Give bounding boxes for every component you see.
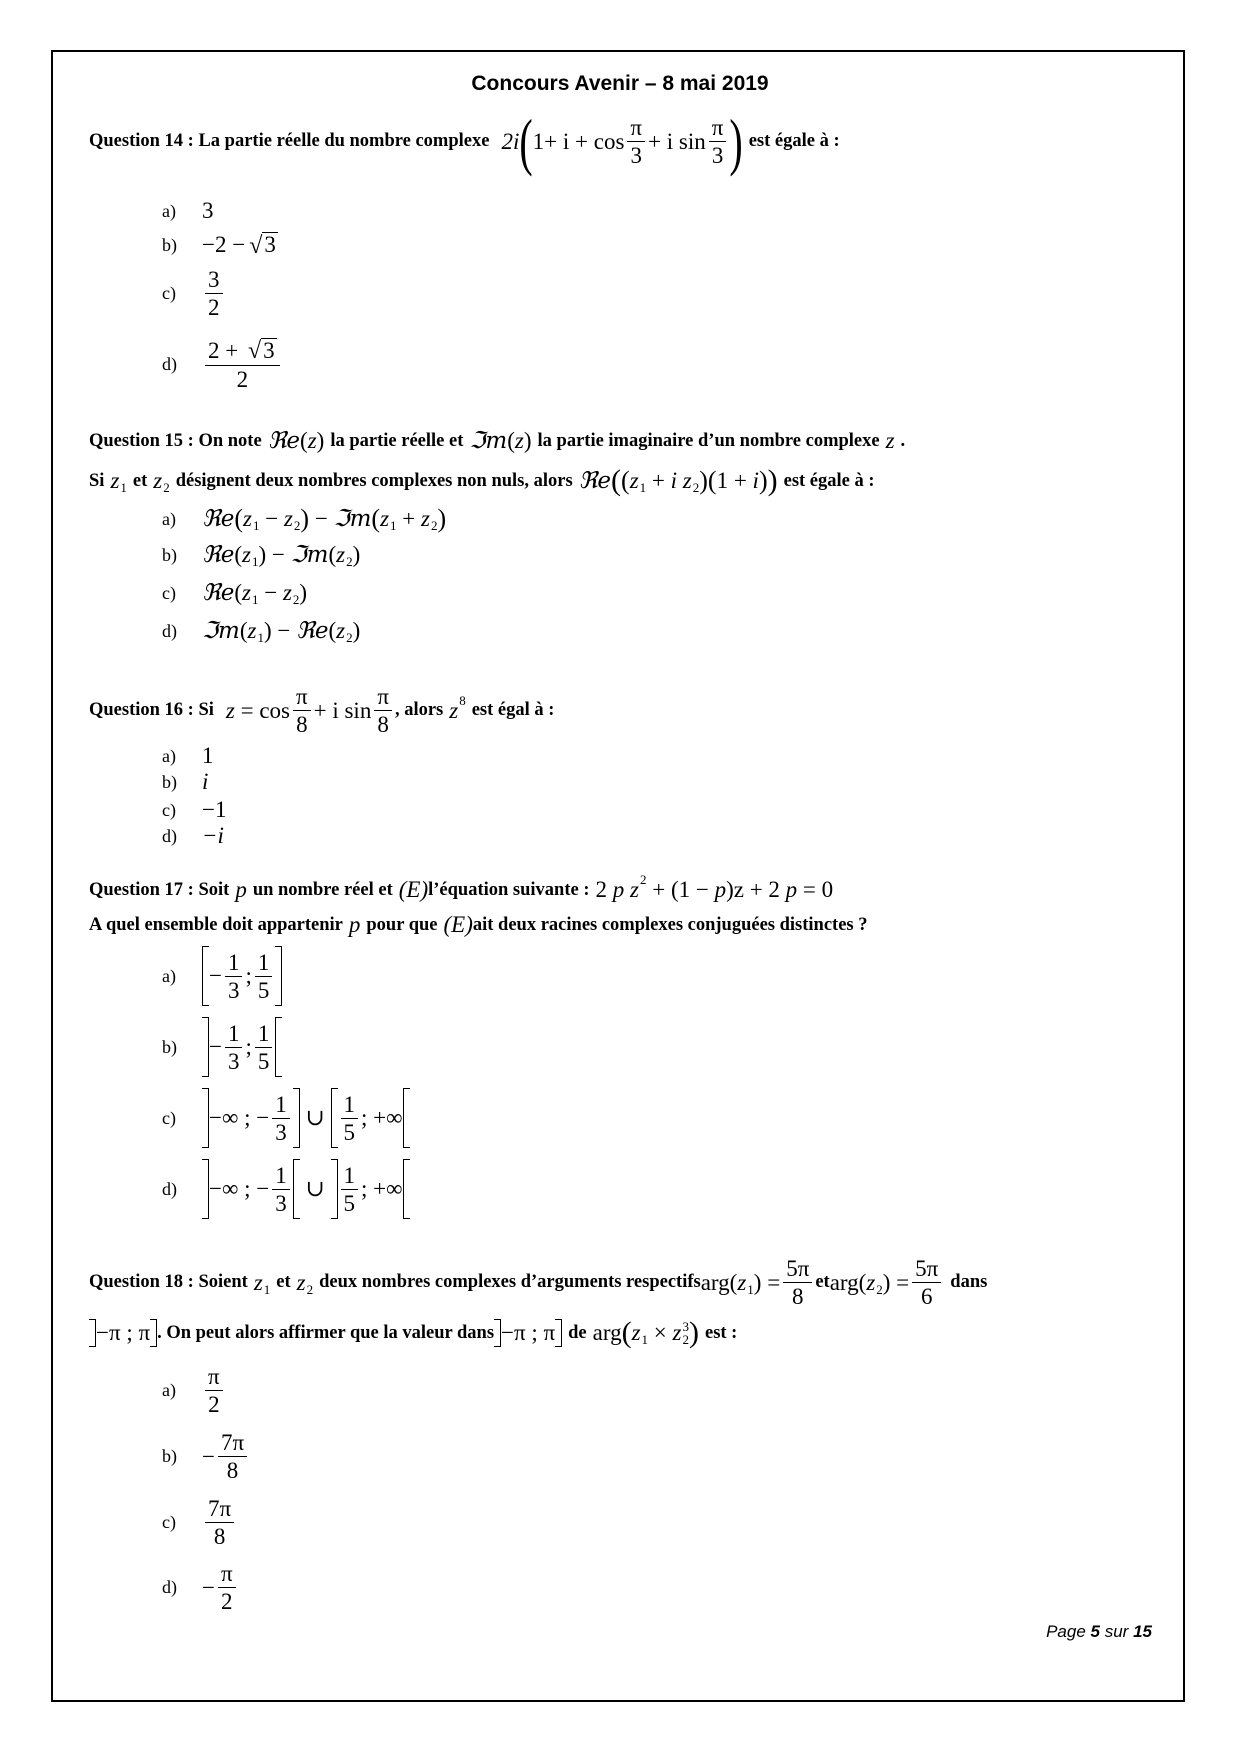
- interval-content: −π ; π: [96, 1320, 151, 1345]
- re-symbol: ℜe: [578, 468, 612, 494]
- im-symbol: ℑm: [333, 506, 372, 532]
- q18-choice-b[interactable]: [162, 1431, 250, 1482]
- choice-label: c): [162, 582, 176, 603]
- semicolon: ;: [245, 1034, 252, 1059]
- q18-et: et: [276, 1272, 291, 1292]
- bracket-closed-right: [293, 1088, 300, 1148]
- page-total: 15: [1133, 1622, 1152, 1641]
- var-p: p: [235, 877, 247, 902]
- expr-inner-a: 1+ i + cos: [532, 128, 625, 154]
- eq-part-b: + (1 −: [652, 877, 709, 902]
- q15-text-c2: désignent deux nombres complexes non nuls, alors: [175, 470, 573, 491]
- semicolon: ;: [245, 963, 252, 988]
- fraction-num: 1: [225, 951, 243, 977]
- exponent: 8: [459, 692, 466, 708]
- choice-value: ℜe ( z 1 − z 2 ) − ℑm ( z 1 + z 2 ): [202, 504, 447, 533]
- choice-label: a): [162, 965, 176, 986]
- interval-minus-pi-pi: [89, 1319, 157, 1347]
- z-pow-8: [449, 692, 466, 724]
- q17-text-c: l’équation suivante :: [428, 879, 590, 900]
- var-z: z: [380, 506, 390, 531]
- bracket-open-left: [202, 1017, 209, 1077]
- bracket-open-left: [202, 1159, 209, 1219]
- question-14-intro: Question 14 : La partie réelle du nombre complexe: [89, 131, 490, 151]
- numerator-prefix: 2 +: [208, 338, 239, 364]
- fraction-5pi-over-8: [783, 1257, 812, 1308]
- equation-name: (E): [443, 912, 473, 937]
- var-z: z: [110, 468, 120, 493]
- var-z: z: [421, 506, 430, 531]
- fraction-num: π: [205, 1365, 223, 1391]
- choice-label: d): [162, 825, 177, 846]
- choice-label: d): [162, 354, 177, 375]
- page-current: 5: [1090, 1622, 1100, 1641]
- q18-dans: dans: [950, 1272, 988, 1292]
- arg-product: arg ( z 1 × z 3 2 ): [592, 1316, 699, 1349]
- bracket-closed-left: [202, 946, 209, 1006]
- arg-fn: arg: [592, 1320, 622, 1345]
- q18-et-2: et: [815, 1272, 830, 1292]
- q15-et: et: [132, 470, 148, 491]
- bracket-open-right: [275, 1017, 282, 1077]
- choice-value: [202, 1017, 282, 1077]
- fraction-den: 3: [630, 143, 642, 168]
- union-symbol: ∪: [305, 1105, 325, 1130]
- minus-sign: −: [209, 1034, 222, 1059]
- page-of: sur: [1104, 1622, 1129, 1641]
- fraction-den: 6: [920, 1284, 933, 1309]
- left-paren: (: [519, 105, 533, 178]
- fraction-den: 3: [227, 977, 240, 1003]
- var-i: i: [752, 468, 759, 493]
- fraction-den: 3: [227, 1048, 240, 1074]
- question-15-line-1: [89, 428, 905, 454]
- bracket-closed-right: [275, 946, 282, 1006]
- q17-text-d: A quel ensemble doit appartenir: [89, 914, 343, 935]
- fraction-num: 5π: [912, 1257, 941, 1283]
- re-symbol: ℜe: [267, 428, 301, 454]
- choice-value: i: [202, 769, 209, 794]
- fraction-1-over-3: [225, 1022, 243, 1073]
- fraction-num: π: [218, 1562, 236, 1588]
- choice-label: b): [162, 1446, 177, 1466]
- choice-label: c): [162, 1512, 176, 1532]
- q17-choice-a[interactable]: [162, 946, 282, 1006]
- sqrt-3: √ 3: [247, 338, 275, 365]
- fraction-den: 8: [226, 1458, 239, 1483]
- fraction-den: 3: [275, 1190, 287, 1216]
- q17-text-f: ait deux racines complexes conjuguées distinctes ?: [472, 914, 868, 935]
- sqrt-radicand: 3: [263, 338, 275, 363]
- fraction-num: 1: [341, 1093, 359, 1119]
- fraction: [218, 1562, 236, 1613]
- exponent: 2: [639, 872, 647, 887]
- question-14-stem: [89, 105, 840, 178]
- choice-value: ℜe ( z 1 ) − ℑm ( z 2 ): [202, 542, 361, 569]
- im-symbol: ℑm: [290, 542, 329, 568]
- fraction: [205, 1497, 234, 1548]
- re-z: ℜe ( z ): [267, 428, 325, 454]
- q17-choice-c[interactable]: [162, 1088, 410, 1148]
- var-p: p: [348, 912, 361, 937]
- choice-value: [202, 232, 278, 258]
- bracket-closed-right: [555, 1319, 562, 1347]
- var-z: z: [242, 580, 251, 605]
- choice-value: [202, 1365, 226, 1416]
- expr-eq-cos: = cos: [240, 697, 290, 723]
- choice-label: a): [162, 200, 176, 221]
- q16-choice-a[interactable]: [162, 743, 214, 769]
- q16-choice-b[interactable]: [162, 769, 208, 795]
- q15-choice-c[interactable]: [162, 580, 307, 606]
- exponent: 3: [682, 1319, 689, 1334]
- fraction-3-over-2: [205, 268, 223, 319]
- bracket-open-right: [403, 1088, 410, 1148]
- q16-intro: Question 16 : Si: [89, 700, 214, 720]
- z1: z 1: [110, 468, 127, 495]
- choice-label: c): [162, 283, 176, 303]
- q14-choice-d[interactable]: [162, 338, 283, 391]
- fraction-den: 5: [343, 1119, 356, 1145]
- q16-choice-d[interactable]: [162, 823, 224, 849]
- q14-choice-c[interactable]: [162, 268, 226, 319]
- question-15-line-2: [89, 464, 875, 498]
- fraction-num: π: [374, 685, 392, 711]
- q15-outro: est égale à :: [783, 470, 875, 491]
- q15-choice-b[interactable]: [162, 542, 360, 568]
- q15-si: Si: [89, 470, 105, 491]
- question-14-expression: [501, 105, 743, 178]
- q18-text-c: deux nombres complexes d’arguments respectifs: [319, 1272, 701, 1292]
- fraction-num: π: [293, 685, 311, 711]
- interval-content: −π ; π: [501, 1320, 556, 1345]
- choice-label: a): [162, 508, 176, 529]
- interval-minus-pi-pi: [494, 1319, 562, 1347]
- q15-choice-d[interactable]: [162, 618, 360, 644]
- page-word: Page: [1046, 1622, 1086, 1641]
- fraction-1-over-3: [225, 951, 243, 1002]
- fraction-2-plus-sqrt3-over-2: [205, 338, 280, 391]
- fraction-den: 8: [296, 712, 308, 737]
- expr-2i: 2i: [501, 128, 520, 154]
- choice-value: ℜe ( z 1 − z 2 ): [202, 580, 308, 607]
- q14-choice-b[interactable]: [162, 232, 278, 258]
- re-symbol: ℜe: [202, 580, 235, 606]
- eq-part-c: )z + 2: [726, 877, 780, 902]
- q17-text-e: pour que: [366, 914, 438, 935]
- fraction-num: 1: [255, 1022, 273, 1048]
- fraction-num: π: [709, 116, 727, 142]
- arg-fn: arg: [829, 1269, 859, 1295]
- fraction-den: 3: [711, 143, 724, 168]
- fraction-den: 2: [208, 1392, 220, 1417]
- choice-label: b): [162, 544, 177, 565]
- fraction-den: 2: [221, 1589, 233, 1614]
- fraction-num: [205, 338, 280, 366]
- q18-est: est :: [704, 1322, 738, 1343]
- fraction-num: 1: [255, 951, 273, 977]
- var-i: i: [670, 468, 678, 493]
- q18-de: de: [568, 1322, 587, 1343]
- q18-text-a: Question 18 : Soient: [89, 1272, 248, 1292]
- question-18-line-1: [89, 1257, 987, 1308]
- im-symbol: ℑm: [469, 428, 508, 454]
- q15-text-a: Question 15 : On note: [89, 430, 262, 451]
- fraction-num: 7π: [205, 1497, 234, 1523]
- fraction: [205, 1365, 223, 1416]
- q18-choice-d[interactable]: [162, 1562, 239, 1613]
- bracket-open-right: [293, 1159, 300, 1219]
- choice-label: c): [162, 799, 176, 820]
- fraction-num: 1: [225, 1022, 243, 1048]
- bracket-open-left: [89, 1319, 96, 1347]
- minus-sign: −: [209, 963, 222, 988]
- q17-choice-b[interactable]: [162, 1017, 282, 1077]
- sqrt-3: √ 3: [249, 232, 276, 259]
- eq-coef: 2: [595, 877, 608, 902]
- fraction-num: 1: [272, 1164, 290, 1190]
- bracket-open-left: [494, 1319, 501, 1347]
- var-z: z: [243, 506, 252, 531]
- var-z: z: [225, 697, 235, 723]
- choice-value: −1: [202, 797, 227, 822]
- q18-text-d: . On peut alors affirmer que la valeur dans: [157, 1322, 495, 1343]
- choice-label: c): [162, 1107, 176, 1128]
- choice-label: a): [162, 745, 176, 766]
- fraction-den: 5: [343, 1190, 356, 1216]
- choice-label: d): [162, 1178, 177, 1199]
- choice-value: [202, 268, 226, 319]
- arg-fn: arg: [700, 1269, 730, 1295]
- z2: z 2: [296, 1269, 314, 1297]
- sqrt-radicand: 3: [264, 232, 276, 258]
- expr-inner-b: + i sin: [648, 128, 706, 154]
- var-z: z: [307, 428, 317, 453]
- arg-z1-expression: arg ( z 1 ) = $\frac{5\pi}{8}$: [701, 1257, 816, 1308]
- minus-infinity: −∞ ; −: [209, 1176, 270, 1201]
- var-p: p: [612, 877, 625, 902]
- fraction-den: 5: [257, 1048, 270, 1074]
- fraction-1-over-3: [272, 1164, 290, 1215]
- plus-infinity: ; +∞: [361, 1105, 403, 1130]
- choice-prefix: −2 −: [202, 232, 246, 257]
- var-z: z: [242, 542, 251, 567]
- choice-value: 1: [202, 743, 214, 768]
- fraction-den: 2: [236, 367, 249, 393]
- choice-label: b): [162, 234, 177, 255]
- q17-text-a: Question 17 : Soit: [89, 879, 230, 900]
- q14-choice-a[interactable]: [162, 198, 214, 224]
- arg-z2-expression: arg ( z 2 ) = $\frac{5\pi}{6}$: [830, 1257, 945, 1308]
- var-z: z: [336, 618, 346, 643]
- page-number: [1046, 1622, 1152, 1642]
- fraction-5pi-over-6: [912, 1257, 941, 1308]
- q15-text-c: la partie imaginaire d’un nombre complexe: [537, 430, 880, 451]
- fraction-1-over-5: [255, 1022, 273, 1073]
- equation-name: (E): [398, 877, 429, 902]
- im-z: ℑm ( z ): [469, 428, 532, 454]
- z2: z 2: [153, 468, 170, 495]
- fraction-num: 7π: [218, 1431, 247, 1457]
- sign: −: [202, 1574, 215, 1600]
- var-z: z: [282, 580, 292, 605]
- q15-text-b: la partie réelle et: [330, 430, 464, 451]
- sign: −: [202, 1443, 215, 1469]
- fraction-1-over-5: [341, 1164, 359, 1215]
- choice-value: [202, 338, 283, 391]
- var-z: z: [449, 697, 459, 723]
- choice-value: 3: [202, 198, 214, 223]
- fraction: [218, 1431, 247, 1482]
- fraction-den: 8: [792, 1284, 804, 1309]
- var-z: z: [682, 468, 692, 493]
- fraction-den: 5: [257, 977, 270, 1003]
- fraction-pi-over-8: [374, 685, 392, 736]
- choice-value: [202, 1497, 237, 1548]
- choice-label: d): [162, 620, 177, 641]
- q16-outro: est égal à :: [471, 700, 555, 720]
- var-z: z: [885, 428, 895, 453]
- fraction-num: 1: [272, 1093, 290, 1119]
- question-18-line-2: [89, 1316, 737, 1350]
- var-p: p: [714, 877, 727, 902]
- fraction-pi-over-3: [709, 116, 727, 167]
- q16-choice-c[interactable]: [162, 797, 226, 823]
- q15-choice-a[interactable]: [162, 504, 446, 534]
- fraction-den: 2: [208, 295, 220, 320]
- choice-label: a): [162, 1380, 176, 1400]
- eq-part-d: = 0: [802, 877, 834, 902]
- choice-label: d): [162, 1577, 177, 1597]
- question-17-line-2: [89, 912, 868, 938]
- choice-value: [202, 946, 282, 1006]
- var-z: z: [283, 506, 293, 531]
- choice-value: ℑm ( z 1 ) − ℜe ( z 2 ): [202, 618, 361, 645]
- q18-choice-a[interactable]: [162, 1365, 226, 1416]
- page-title: Concours Avenir – 8 mai 2019: [471, 72, 769, 95]
- q17-text-b: un nombre réel et: [252, 879, 393, 900]
- q17-choice-d[interactable]: [162, 1159, 410, 1219]
- q18-choice-c[interactable]: [162, 1497, 237, 1548]
- plus-infinity: ; +∞: [361, 1176, 403, 1201]
- var-z: z: [629, 468, 639, 493]
- fraction-pi-over-3: [627, 116, 645, 167]
- question-17-line-1: [89, 872, 834, 903]
- fraction-num: 1: [341, 1164, 359, 1190]
- choice-value: [202, 1088, 410, 1148]
- fraction-pi-over-8: [293, 685, 311, 736]
- fraction-den: 8: [213, 1524, 226, 1549]
- union-symbol: ∪: [305, 1176, 325, 1201]
- q16-expression: [226, 685, 395, 736]
- choice-label: b): [162, 1036, 177, 1057]
- choice-value: [202, 1431, 250, 1482]
- var-p: p: [785, 877, 798, 902]
- var-z: z: [336, 542, 346, 567]
- bracket-closed-left: [331, 1088, 338, 1148]
- z1: z 1: [253, 1269, 271, 1297]
- re-symbol: ℜe: [202, 506, 235, 532]
- q15-period: .: [900, 430, 906, 451]
- minus-infinity: −∞ ; −: [209, 1105, 270, 1130]
- bracket-open-left: [331, 1159, 338, 1219]
- bracket-open-left: [202, 1088, 209, 1148]
- bracket-open-right: [403, 1159, 410, 1219]
- times-sign: ×: [653, 1320, 667, 1345]
- expr-plus-isin: + i sin: [313, 697, 372, 723]
- re-symbol: ℜe: [296, 618, 329, 644]
- bracket-closed-right: [150, 1319, 157, 1347]
- fraction-den: 3: [275, 1119, 287, 1145]
- im-symbol: ℑm: [202, 618, 240, 644]
- re-symbol: ℜe: [202, 542, 235, 568]
- q17-equation: 2 p z 2 + (1 − p )z + 2 p = 0: [595, 872, 834, 902]
- var-z: z: [247, 618, 257, 643]
- fraction-1-over-5: [255, 951, 273, 1002]
- fraction-num: 5π: [783, 1257, 812, 1283]
- choice-value: [202, 1562, 239, 1613]
- question-16-stem: [89, 685, 554, 736]
- fraction-den: 8: [377, 712, 389, 737]
- choice-value: −i: [202, 823, 224, 848]
- q16-mid: , alors: [394, 700, 444, 720]
- var-z: z: [514, 428, 524, 453]
- var-z: z: [153, 468, 163, 493]
- q15-expression: ℜe ( ( z 1 + i z 2 ) ( 1 + i ) ): [578, 464, 778, 497]
- choice-label: b): [162, 771, 177, 792]
- fraction-1-over-5: [341, 1093, 359, 1144]
- fraction-num: 3: [205, 268, 223, 294]
- choice-value: [202, 1159, 410, 1219]
- question-14-outro: est égale à :: [748, 131, 840, 151]
- fraction-num: π: [627, 116, 645, 142]
- right-paren: ): [729, 105, 743, 178]
- fraction-1-over-3: [272, 1093, 290, 1144]
